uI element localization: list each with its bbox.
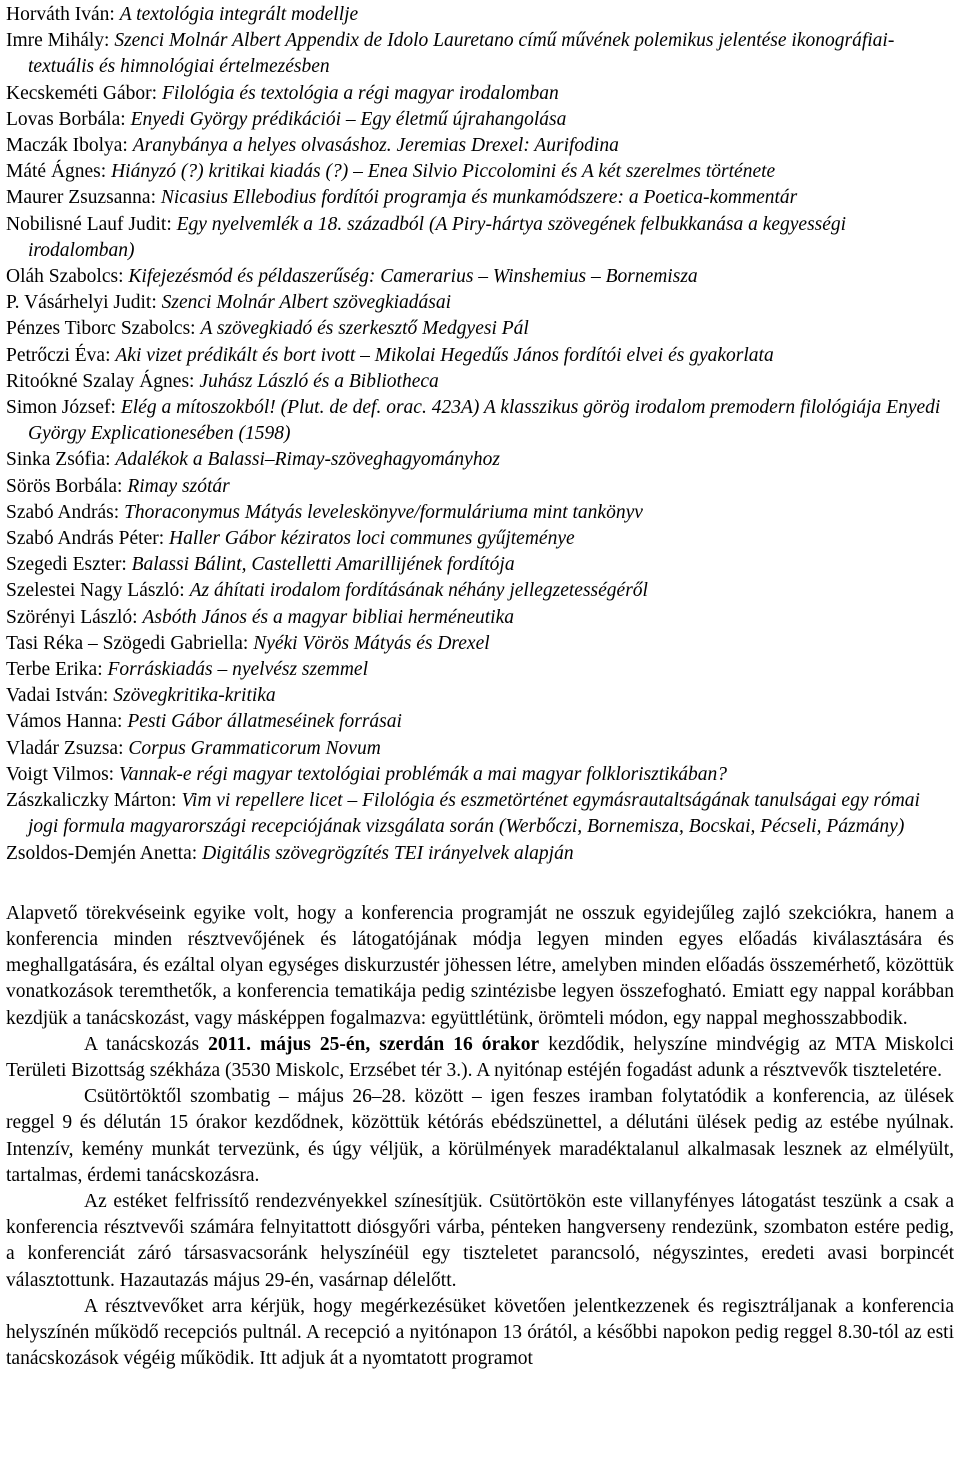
presentation-entry (6, 841, 954, 867)
entry-author: Petrőczi Éva: (6, 344, 111, 366)
presentation-entry (6, 605, 954, 631)
entry-title: Forráskiadás – nyelvész szemmel (107, 659, 368, 681)
entry-author: Tasi Réka – Szögedi Gabriella: (6, 632, 249, 654)
entry-title: Nyéki Vörös Mátyás és Drexel (253, 632, 490, 654)
entry-title: Digitális szövegrögzítés TEI irányelvek alapján (202, 842, 574, 864)
entry-author: Imre Mihály: (6, 30, 110, 52)
entry-author: Vadai István: (6, 685, 109, 707)
entry-title: A szövegkiadó és szerkesztő Medgyesi Pál (200, 318, 529, 340)
presentation-list (6, 2, 954, 867)
entry-author: Maurer Zsuzsanna: (6, 187, 156, 209)
entry-title: Az áhítati irodalom fordításának néhány jellegzetességéről (189, 580, 648, 602)
entry-author: Nobilisné Lauf Judit: (6, 213, 172, 235)
presentation-entry (6, 107, 954, 133)
entry-author: Lovas Borbála: (6, 108, 126, 130)
entry-title: Asbóth János és a magyar bibliai herméneutika (142, 606, 514, 628)
entry-author: Simon József: (6, 397, 116, 419)
entry-title: A textológia integrált modellje (119, 4, 359, 25)
presentation-entry (6, 369, 954, 395)
presentation-entry (6, 526, 954, 552)
presentation-entry (6, 159, 954, 185)
entry-title: Szenci Molnár Albert szövegkiadásai (161, 292, 452, 314)
entry-author: Maczák Ibolya: (6, 135, 128, 157)
entry-author: Sörös Borbála: (6, 475, 123, 497)
presentation-entry (6, 683, 954, 709)
presentation-entry (6, 212, 954, 264)
opening-date-time: 2011. május 25-én, szerdán 16 órakor (208, 1033, 540, 1055)
entry-author: Szelestei Nagy László: (6, 580, 185, 602)
entry-title: Balassi Bálint, Castelletti Amarillijének fordítója (131, 554, 515, 576)
presentation-entry (6, 316, 954, 342)
presentation-entry (6, 81, 954, 107)
presentation-entry (6, 343, 954, 369)
entry-title: Aki vizet prédikált és bort ivott – Mikolai Hegedűs János fordítói elvei és gyakorlata (115, 344, 774, 366)
entry-title: Hiányzó (?) kritikai kiadás (?) – Enea Silvio Piccolomini és A két szerelmes története (111, 161, 776, 183)
presentation-entry (6, 290, 954, 316)
paragraph-evenings: Az estéket felfrissítő rendezvényekkel színesítjük. Csütörtökön este villanyfényes látogatást teszünk a csak a konferencia résztvevői számára felnyitattott diósgyőri várba, pénteken hangverseny rendezünk, szombaton estére pedig, a konferenciát záró társasvacsoránk helyszínéül egy tiszteletet parancsoló, négyszintes, eredeti avasi borpincét választottunk. Hazautazás május 29-én, vasárnap délelőtt. (6, 1190, 954, 1291)
presentation-entry (6, 709, 954, 735)
paragraph-opening (6, 1032, 954, 1084)
presentation-entry (6, 552, 954, 578)
entry-author: Szabó András Péter: (6, 528, 165, 550)
presentation-entry (6, 788, 954, 840)
opening-text-end: kezdődik, helyszíne mindvégig az MTA Miskolci Területi Bizottság székháza (3530 Miskolc, Erzsébet tér 3.). A nyitónap estéjén fogadást adunk a résztvevők tiszteletére. (6, 1033, 954, 1081)
entry-author: Oláh Szabolcs: (6, 266, 124, 288)
paragraph-schedule: Csütörtöktől szombatig – május 26–28. között – igen feszes iramban folytatódik a konferencia, az ülések reggel 9 és délután 15 órakor kezdődnek, közöttük kétórás ebédszünettel, a délutáni ülések pedig az estébe nyúlnak. Intenzív, kemény munkát tervezünk, és úgy véljük, a körülmények maradéktalanul alkalmasak lesznek az elmélyült, tartalmas, érdemi tanácskozásra. (6, 1086, 954, 1186)
presentation-entry (6, 500, 954, 526)
presentation-entry (6, 578, 954, 604)
entry-author: Voigt Vilmos: (6, 763, 115, 785)
presentation-entry (6, 736, 954, 762)
entry-title: Szenci Molnár Albert Appendix de Idolo Lauretano című művének polemikus jelentése ikonográfiai-textuális és himnológiai értelmezésben (28, 30, 895, 78)
entry-title: Thoraconymus Mátyás leveleskönyve/formuláriuma mint tankönyv (124, 501, 643, 523)
entry-title: Vannak-e régi magyar textológiai problémák a mai magyar folklorisztikában? (118, 763, 728, 785)
entry-author: Pénzes Tiborc Szabolcs: (6, 318, 196, 340)
presentation-entry (6, 28, 954, 80)
body-text (6, 901, 954, 1373)
entry-title: Pesti Gábor állatmeséinek forrásai (127, 711, 402, 733)
presentation-entry (6, 762, 954, 788)
presentation-entry (6, 657, 954, 683)
entry-title: Szövegkritika-kritika (113, 685, 276, 707)
entry-title: Rimay szótár (127, 475, 230, 497)
entry-title: Elég a mítoszokból! (Plut. de def. orac. 423A) A klasszikus görög irodalom premodern filológiája Enyedi György Explicationesében (1598) (28, 397, 941, 445)
entry-author: Zsoldos-Demjén Anetta: (6, 842, 198, 864)
presentation-entry (6, 631, 954, 657)
entry-title: Kifejezésmód és példaszerűség: Camerarius – Winshemius – Bornemisza (128, 266, 698, 288)
presentation-entry (6, 185, 954, 211)
entry-title: Enyedi György prédikációi – Egy életmű újrahangolása (130, 108, 567, 130)
entry-author: P. Vásárhelyi Judit: (6, 292, 157, 314)
entry-title: Vim vi repellere licet – Filológia és eszmetörténet egymásrautaltságának tanulságai egy római jogi formula magyarországi recepciójának vizsgálata során (Werbőczi, Bornemisza, Bocskai, Pécseli, Pázmány) (28, 790, 920, 838)
entry-author: Szabó András: (6, 501, 120, 523)
entry-title: Corpus Grammaticorum Novum (128, 737, 381, 759)
presentation-entry (6, 447, 954, 473)
entry-author: Kecskeméti Gábor: (6, 82, 158, 104)
entry-title: Nicasius Ellebodius fordítói programja és munkamódszere: a Poetica-kommentár (160, 187, 798, 209)
opening-text-start: A tanácskozás (84, 1033, 209, 1055)
paragraph-registration: A résztvevőket arra kérjük, hogy megérkezésüket követően jelentkezzenek és regisztráljanak a konferencia helyszínén működő recepciós pultnál. A recepció a nyitónapon 13 órától, a későbbi napokon pedig reggel 8.30-tól az esti tanácskozások végéig működik. Itt adjuk át a nyomtatott programot (6, 1295, 954, 1370)
entry-title: Adalékok a Balassi–Rimay-szöveghagyományhoz (115, 449, 500, 471)
entry-author: Szörényi László: (6, 606, 138, 628)
entry-title: Juhász László és a Bibliotheca (199, 370, 439, 392)
entry-title: Aranybánya a helyes olvasáshoz. Jeremias Drexel: Aurifodina (132, 135, 619, 157)
entry-author: Zászkaliczky Márton: (6, 790, 177, 812)
entry-author: Szegedi Eszter: (6, 554, 127, 576)
entry-title: Filológia és textológia a régi magyar irodalomban (161, 82, 559, 104)
paragraph-intro: Alapvető törekvéseink egyike volt, hogy a konferencia programját ne osszuk egyidejűleg zajló szekciókra, hanem a konferencia minden résztvevőjének és látogatójának módja legyen minden egyes előadás kiválasztására és meghallgatására, és ezáltal olyan egységes diskurzustér jöhessen létre, amelyben minden előadás összemérhető, közöttük vonatkozások teremthetők, a konferencia tematikája pedig szintézisbe legyen összefogható. Emiatt egy nappal korábban kezdjük a tanácskozást, vagy másképpen fogalmazva: együttlétünk, örömteli módon, egy nappal meghosszabbodik. (6, 902, 954, 1029)
presentation-entry (6, 133, 954, 159)
entry-author: Vladár Zsuzsa: (6, 737, 124, 759)
presentation-entry (6, 474, 954, 500)
presentation-entry (6, 395, 954, 447)
presentation-entry (6, 264, 954, 290)
presentation-entry (6, 2, 954, 28)
entry-author: Terbe Erika: (6, 659, 103, 681)
entry-author: Sinka Zsófia: (6, 449, 111, 471)
entry-author: Vámos Hanna: (6, 711, 123, 733)
entry-author: Horváth Iván: (6, 4, 115, 25)
entry-author: Ritoókné Szalay Ágnes: (6, 370, 195, 392)
entry-title: Egy nyelvemlék a 18. századból (A Piry-hártya szövegének felbukkanása a kegyességi irodalomban) (28, 213, 847, 261)
entry-author: Máté Ágnes: (6, 161, 107, 183)
entry-title: Haller Gábor kéziratos loci communes gyűjteménye (169, 528, 575, 550)
